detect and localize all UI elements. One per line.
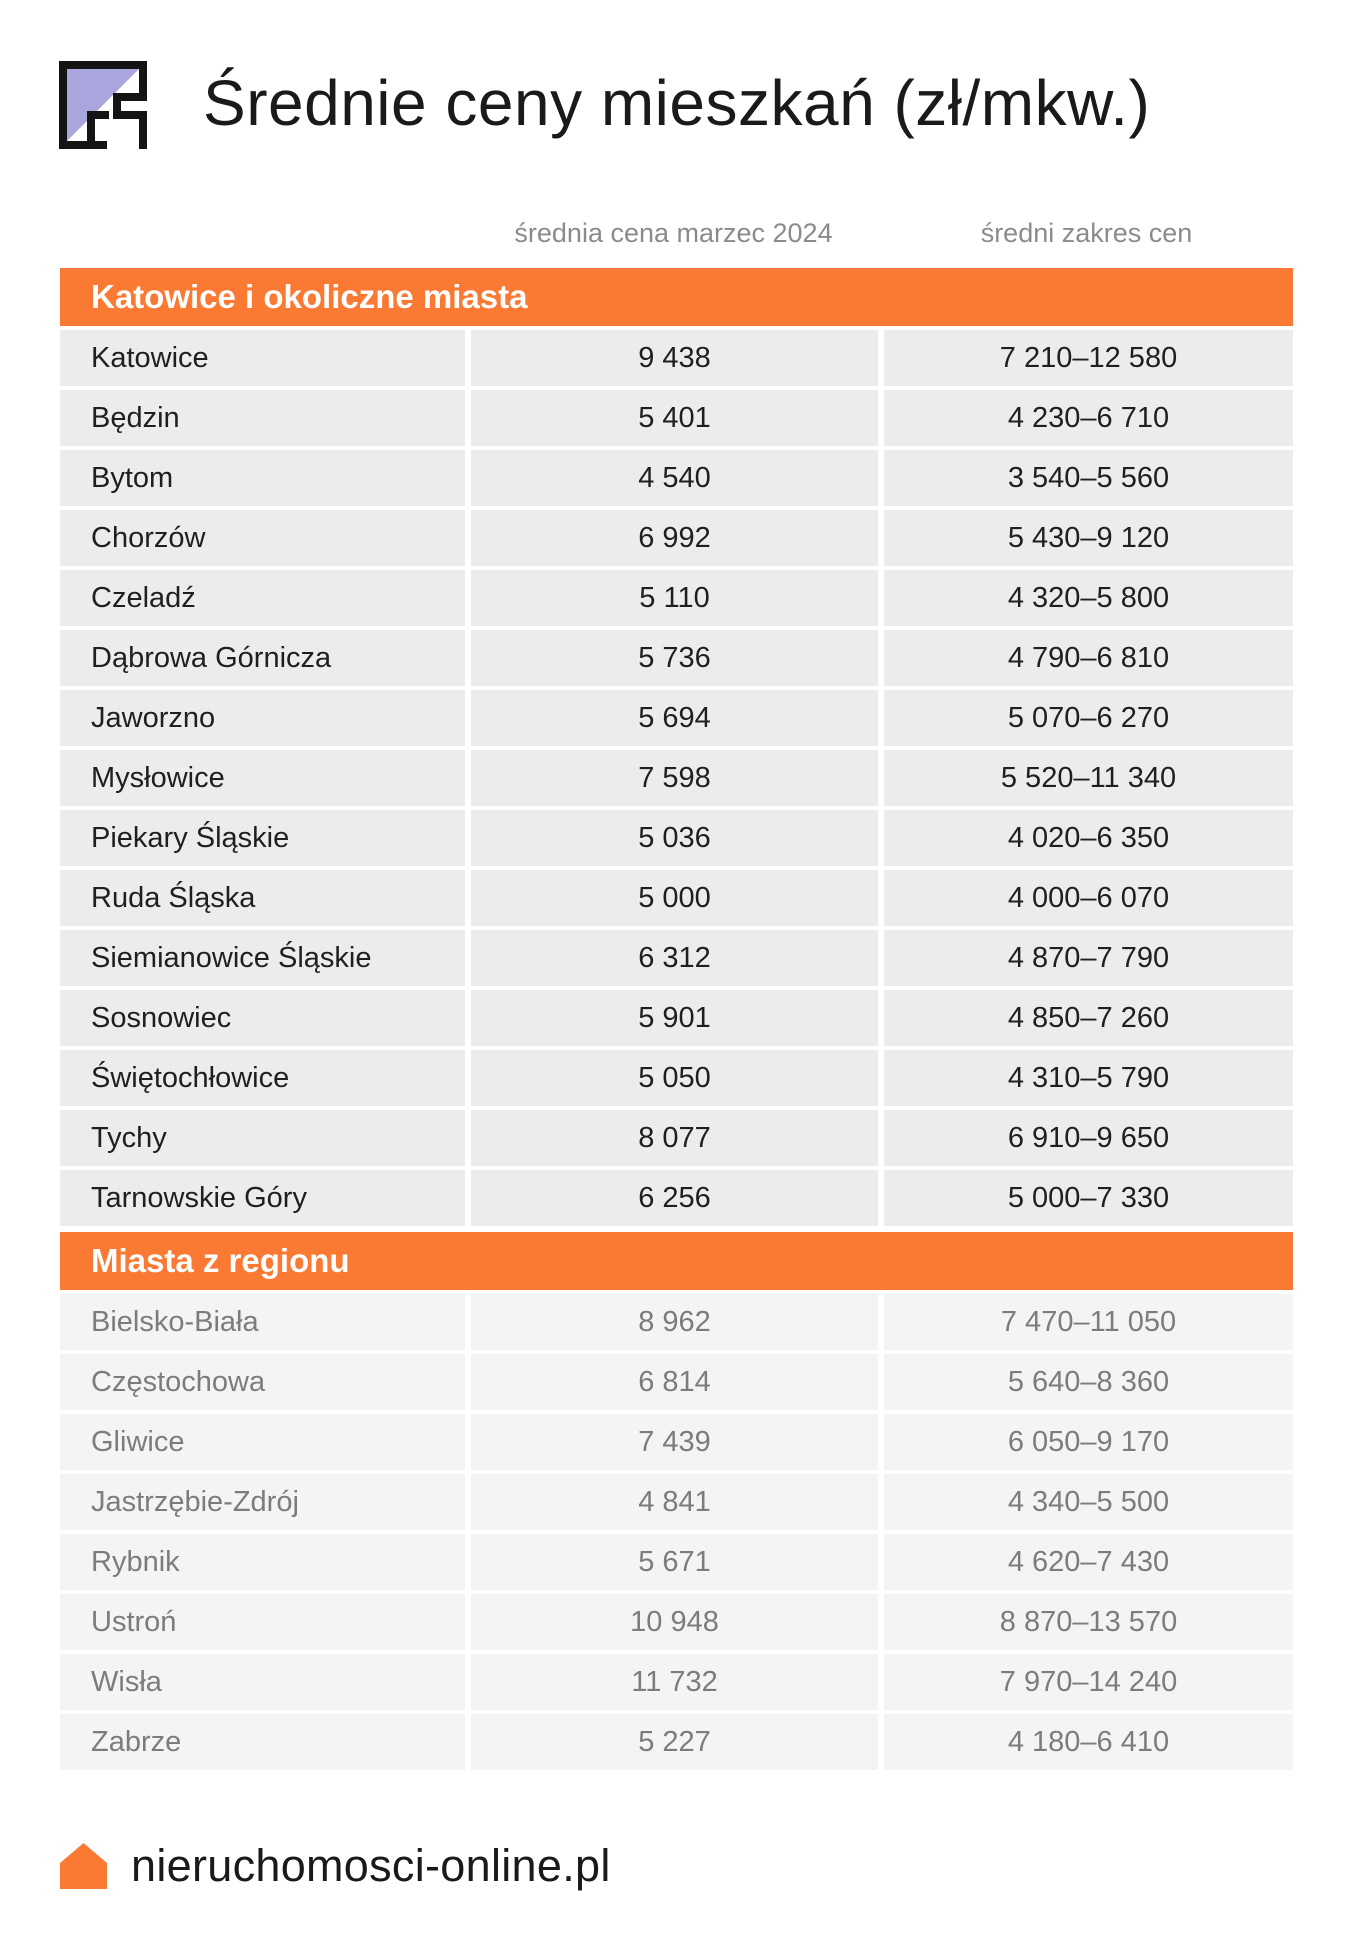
city-name-cell: Ruda Śląska — [60, 870, 465, 926]
avg-price-cell: 5 110 — [471, 570, 878, 626]
avg-price-cell: 5 401 — [471, 390, 878, 446]
avg-price-cell: 4 540 — [471, 450, 878, 506]
price-range-cell: 5 430–9 120 — [884, 510, 1293, 566]
price-range-cell: 4 020–6 350 — [884, 810, 1293, 866]
price-range-cell: 4 790–6 810 — [884, 630, 1293, 686]
table-row — [60, 1170, 1293, 1226]
city-name-cell: Bytom — [60, 450, 465, 506]
price-range-cell: 7 210–12 580 — [884, 330, 1293, 386]
table-row — [60, 990, 1293, 1046]
table-row — [60, 450, 1293, 506]
column-header-avg-price: średnia cena marzec 2024 — [514, 218, 833, 248]
table-row — [60, 330, 1293, 386]
table-row — [60, 1714, 1293, 1770]
avg-price-cell: 5 036 — [471, 810, 878, 866]
price-range-cell: 5 640–8 360 — [884, 1354, 1293, 1410]
avg-price-cell: 7 439 — [471, 1414, 878, 1470]
table-row — [60, 1594, 1293, 1650]
avg-price-cell: 4 841 — [471, 1474, 878, 1530]
city-name-cell: Zabrze — [60, 1714, 465, 1770]
table-row — [60, 810, 1293, 866]
city-name-cell: Gliwice — [60, 1414, 465, 1470]
price-range-cell: 4 340–5 500 — [884, 1474, 1293, 1530]
avg-price-cell: 9 438 — [471, 330, 878, 386]
city-name-cell: Tychy — [60, 1110, 465, 1166]
table-row — [60, 1294, 1293, 1350]
avg-price-cell: 5 227 — [471, 1714, 878, 1770]
table-row — [60, 930, 1293, 986]
city-name-cell: Jastrzębie-Zdrój — [60, 1474, 465, 1530]
price-range-cell: 4 850–7 260 — [884, 990, 1293, 1046]
price-range-cell: 5 000–7 330 — [884, 1170, 1293, 1226]
avg-price-cell: 10 948 — [471, 1594, 878, 1650]
price-range-cell: 5 070–6 270 — [884, 690, 1293, 746]
avg-price-cell: 5 000 — [471, 870, 878, 926]
logo-icon — [57, 59, 149, 151]
city-name-cell: Świętochłowice — [60, 1050, 465, 1106]
city-name-cell: Dąbrowa Górnicza — [60, 630, 465, 686]
price-range-cell: 4 000–6 070 — [884, 870, 1293, 926]
avg-price-cell: 5 901 — [471, 990, 878, 1046]
price-range-cell: 4 320–5 800 — [884, 570, 1293, 626]
avg-price-cell: 6 256 — [471, 1170, 878, 1226]
table-row — [60, 1354, 1293, 1410]
city-name-cell: Bielsko-Biała — [60, 1294, 465, 1350]
price-range-cell: 4 620–7 430 — [884, 1534, 1293, 1590]
table-row — [60, 1414, 1293, 1470]
city-name-cell: Mysłowice — [60, 750, 465, 806]
price-range-cell: 6 910–9 650 — [884, 1110, 1293, 1166]
city-name-cell: Katowice — [60, 330, 465, 386]
section-header: Katowice i okoliczne miasta — [60, 268, 1293, 326]
city-name-cell: Siemianowice Śląskie — [60, 930, 465, 986]
table-row — [60, 1110, 1293, 1166]
city-name-cell: Ustroń — [60, 1594, 465, 1650]
city-name-cell: Piekary Śląskie — [60, 810, 465, 866]
table-row — [60, 570, 1293, 626]
table-row — [60, 390, 1293, 446]
site-name: nieruchomosci-online.pl — [131, 1840, 611, 1891]
table-row — [60, 1534, 1293, 1590]
table-row — [60, 870, 1293, 926]
price-range-cell: 7 470–11 050 — [884, 1294, 1293, 1350]
city-name-cell: Chorzów — [60, 510, 465, 566]
page-title: Średnie ceny mieszkań (zł/mkw.) — [203, 67, 1151, 139]
column-header-range: średni zakres cen — [980, 218, 1193, 248]
avg-price-cell: 6 312 — [471, 930, 878, 986]
avg-price-cell: 6 992 — [471, 510, 878, 566]
city-name-cell: Tarnowskie Góry — [60, 1170, 465, 1226]
table-row — [60, 1050, 1293, 1106]
avg-price-cell: 5 050 — [471, 1050, 878, 1106]
price-range-cell: 6 050–9 170 — [884, 1414, 1293, 1470]
price-range-cell: 7 970–14 240 — [884, 1654, 1293, 1710]
table-row — [60, 510, 1293, 566]
avg-price-cell: 8 077 — [471, 1110, 878, 1166]
table-row — [60, 630, 1293, 686]
avg-price-cell: 7 598 — [471, 750, 878, 806]
city-name-cell: Rybnik — [60, 1534, 465, 1590]
table-row — [60, 690, 1293, 746]
footer — [60, 1840, 611, 1892]
city-name-cell: Czeladź — [60, 570, 465, 626]
price-range-cell: 3 540–5 560 — [884, 450, 1293, 506]
avg-price-cell: 5 736 — [471, 630, 878, 686]
price-range-cell: 4 870–7 790 — [884, 930, 1293, 986]
avg-price-cell: 11 732 — [471, 1654, 878, 1710]
city-name-cell: Sosnowiec — [60, 990, 465, 1046]
avg-price-cell: 8 962 — [471, 1294, 878, 1350]
avg-price-cell: 5 694 — [471, 690, 878, 746]
city-name-cell: Jaworzno — [60, 690, 465, 746]
section-header: Miasta z regionu — [60, 1232, 1293, 1290]
price-range-cell: 4 230–6 710 — [884, 390, 1293, 446]
city-name-cell: Wisła — [60, 1654, 465, 1710]
price-range-cell: 4 310–5 790 — [884, 1050, 1293, 1106]
city-name-cell: Będzin — [60, 390, 465, 446]
price-range-cell: 8 870–13 570 — [884, 1594, 1293, 1650]
table-row — [60, 1474, 1293, 1530]
table-row — [60, 1654, 1293, 1710]
city-name-cell: Częstochowa — [60, 1354, 465, 1410]
avg-price-cell: 5 671 — [471, 1534, 878, 1590]
price-table — [60, 268, 1293, 1774]
price-range-cell: 5 520–11 340 — [884, 750, 1293, 806]
house-icon — [60, 1843, 107, 1889]
avg-price-cell: 6 814 — [471, 1354, 878, 1410]
price-range-cell: 4 180–6 410 — [884, 1714, 1293, 1770]
table-row — [60, 750, 1293, 806]
